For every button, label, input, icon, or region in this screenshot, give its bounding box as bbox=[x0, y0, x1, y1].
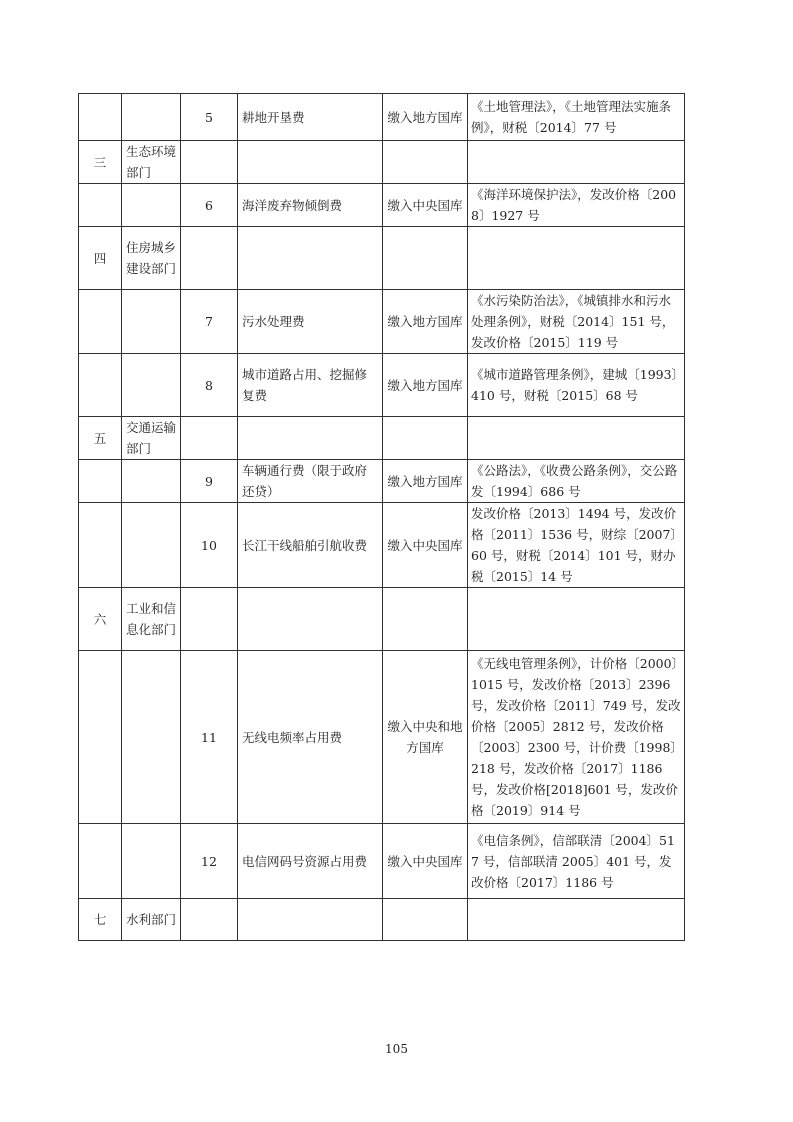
fee-name-cell bbox=[238, 899, 383, 941]
legal-basis-cell: 《城市道路管理条例》，建城〔1993〕410 号，财税〔2015〕68 号 bbox=[468, 354, 685, 417]
page-number: 105 bbox=[385, 1042, 408, 1056]
table-row bbox=[79, 417, 685, 460]
item-number-cell bbox=[181, 141, 238, 184]
department-cell: 工业和信息化部门 bbox=[122, 588, 181, 651]
fee-name-cell: 污水处理费 bbox=[238, 290, 383, 354]
legal-basis-cell bbox=[468, 588, 685, 651]
fee-name-cell bbox=[238, 141, 383, 184]
section-number-cell bbox=[79, 354, 122, 417]
fee-name-cell bbox=[238, 227, 383, 290]
item-number-cell: 9 bbox=[181, 460, 238, 503]
fee-name-cell: 长江干线船舶引航收费 bbox=[238, 503, 383, 588]
table-row bbox=[79, 824, 685, 899]
department-cell bbox=[122, 503, 181, 588]
destination-cell: 缴入中央国库 bbox=[383, 503, 468, 588]
legal-basis-cell: 《公路法》，《收费公路条例》，交公路发〔1994〕686 号 bbox=[468, 460, 685, 503]
table-row bbox=[79, 94, 685, 141]
section-number-cell bbox=[79, 184, 122, 227]
destination-cell: 缴入中央和地方国库 bbox=[383, 651, 468, 824]
legal-basis-cell: 《土地管理法》，《土地管理法实施条例》，财税〔2014〕77 号 bbox=[468, 94, 685, 141]
department-cell: 生态环境部门 bbox=[122, 141, 181, 184]
legal-basis-cell: 《电信条例》，信部联清〔2004〕517 号，信部联清 2005〕401 号，发改价格〔2017〕1186 号 bbox=[468, 824, 685, 899]
department-cell: 住房城乡建设部门 bbox=[122, 227, 181, 290]
department-cell: 水利部门 bbox=[122, 899, 181, 941]
department-cell bbox=[122, 460, 181, 503]
section-number-cell bbox=[79, 503, 122, 588]
destination-cell: 缴入地方国库 bbox=[383, 290, 468, 354]
department-cell bbox=[122, 290, 181, 354]
fee-name-cell bbox=[238, 588, 383, 651]
legal-basis-cell: 《无线电管理条例》，计价格〔2000〕1015 号，发改价格〔2013〕2396 号，发改价格〔2011〕749 号，发改价格〔2005〕2812 号，发改价格〔2003〕2300 号，计价费〔1998〕218 号，发改价格〔2017〕1186 号，发改价格[2018]601 号，发改价格〔2019〕914 号 bbox=[468, 651, 685, 824]
department-cell bbox=[122, 184, 181, 227]
legal-basis-cell: 《海洋环境保护法》，发改价格〔2008〕1927 号 bbox=[468, 184, 685, 227]
fee-name-cell: 车辆通行费（限于政府还贷） bbox=[238, 460, 383, 503]
fee-name-cell: 电信网码号资源占用费 bbox=[238, 824, 383, 899]
table-row bbox=[79, 184, 685, 227]
table-row bbox=[79, 290, 685, 354]
item-number-cell bbox=[181, 417, 238, 460]
section-number-cell bbox=[79, 290, 122, 354]
fee-table bbox=[78, 93, 685, 941]
table-row bbox=[79, 503, 685, 588]
fee-name-cell bbox=[238, 417, 383, 460]
item-number-cell bbox=[181, 899, 238, 941]
department-cell bbox=[122, 94, 181, 141]
table-row bbox=[79, 141, 685, 184]
legal-basis-cell bbox=[468, 899, 685, 941]
section-number-cell: 七 bbox=[79, 899, 122, 941]
section-number-cell: 三 bbox=[79, 141, 122, 184]
department-cell bbox=[122, 354, 181, 417]
item-number-cell: 12 bbox=[181, 824, 238, 899]
item-number-cell: 10 bbox=[181, 503, 238, 588]
department-cell: 交通运输部门 bbox=[122, 417, 181, 460]
section-number-cell: 五 bbox=[79, 417, 122, 460]
destination-cell: 缴入地方国库 bbox=[383, 354, 468, 417]
destination-cell: 缴入中央国库 bbox=[383, 184, 468, 227]
item-number-cell: 7 bbox=[181, 290, 238, 354]
destination-cell: 缴入地方国库 bbox=[383, 94, 468, 141]
legal-basis-cell bbox=[468, 417, 685, 460]
item-number-cell: 11 bbox=[181, 651, 238, 824]
destination-cell: 缴入地方国库 bbox=[383, 460, 468, 503]
section-number-cell bbox=[79, 94, 122, 141]
department-cell bbox=[122, 651, 181, 824]
destination-cell bbox=[383, 417, 468, 460]
legal-basis-cell bbox=[468, 227, 685, 290]
section-number-cell bbox=[79, 651, 122, 824]
legal-basis-cell: 发改价格〔2013〕1494 号，发改价格〔2011〕1536 号，财综〔2007〕60 号，财税〔2014〕101 号，财办税〔2015〕14 号 bbox=[468, 503, 685, 588]
fee-name-cell: 海洋废弃物倾倒费 bbox=[238, 184, 383, 227]
destination-cell bbox=[383, 588, 468, 651]
table-row bbox=[79, 651, 685, 824]
destination-cell bbox=[383, 141, 468, 184]
table-row bbox=[79, 588, 685, 651]
legal-basis-cell bbox=[468, 141, 685, 184]
section-number-cell: 六 bbox=[79, 588, 122, 651]
department-cell bbox=[122, 824, 181, 899]
table-row bbox=[79, 354, 685, 417]
destination-cell: 缴入中央国库 bbox=[383, 824, 468, 899]
section-number-cell: 四 bbox=[79, 227, 122, 290]
item-number-cell: 5 bbox=[181, 94, 238, 141]
section-number-cell bbox=[79, 824, 122, 899]
section-number-cell bbox=[79, 460, 122, 503]
table-row bbox=[79, 227, 685, 290]
table-row bbox=[79, 899, 685, 941]
table-row bbox=[79, 460, 685, 503]
fee-name-cell: 城市道路占用、挖掘修复费 bbox=[238, 354, 383, 417]
item-number-cell bbox=[181, 588, 238, 651]
fee-name-cell: 耕地开垦费 bbox=[238, 94, 383, 141]
destination-cell bbox=[383, 227, 468, 290]
legal-basis-cell: 《水污染防治法》，《城镇排水和污水处理条例》，财税〔2014〕151 号，发改价格〔2015〕119 号 bbox=[468, 290, 685, 354]
item-number-cell: 6 bbox=[181, 184, 238, 227]
item-number-cell: 8 bbox=[181, 354, 238, 417]
item-number-cell bbox=[181, 227, 238, 290]
destination-cell bbox=[383, 899, 468, 941]
fee-name-cell: 无线电频率占用费 bbox=[238, 651, 383, 824]
